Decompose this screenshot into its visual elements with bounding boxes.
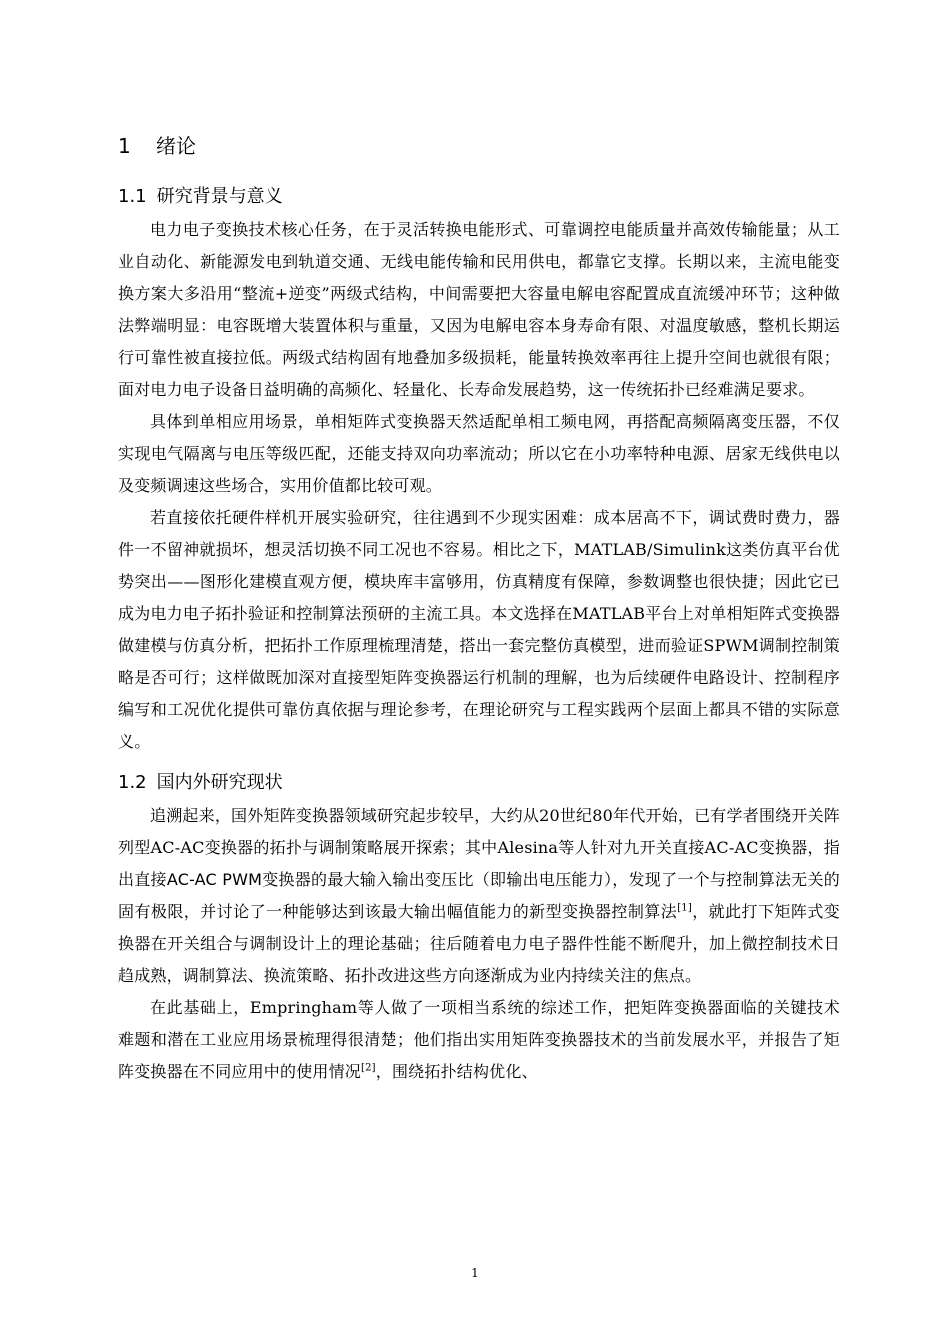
quoted-text: 实用矩阵变换器技术的当前发展水平，并报告了矩阵变换器在不同应用中的使用情况 (118, 1030, 840, 1081)
section-number: 1.1 (118, 186, 147, 207)
text-run: ，围绕拓扑结构优化、 (375, 1062, 538, 1081)
text-run: 在此基础上，Empringham等人做了一项相当系统的综述工作，把矩阵变换器面临的关键技术难题和潜在工业应用场景梳理得很清楚；他们指出 (118, 998, 840, 1049)
paragraph-background-3: 若直接依托硬件样机开展实验研究，往往遇到不少现实困难：成本居高不下，调试费时费力，器件一不留神就损坏，想灵活切换不同工况也不容易。相比之下，MATLAB/Simulink这类仿真平台优势突出——图形化建模直观方便，模块库丰富够用，仿真精度有保障，参数调整也很快捷；因此它已成为电力电子拓扑验证和控制算法预研的主流工具。本文选择在MATLAB平台上对单相矩阵式变换器做建模与仿真分析，把拓扑工作原理梳理清楚，搭出一套完整仿真模型，进而验证SPWM调制控制策略是否可行；这样做既加深对直接型矩阵变换器运行机制的理解，也为后续硬件电路设计、控制程序编写和工况优化提供可靠仿真依据与理论参考，在理论研究与工程实践两个层面上都具不错的实际意义。 (118, 508, 840, 751)
section-number: 1.2 (118, 772, 147, 793)
paragraph-research-1 (118, 800, 840, 992)
quoted-text: 直接AC-AC PWM变换器的最大输入输出变压比（即输出电压能力），发现了一个与控制算法无关的固有极限，并讨论了一种能够达到该最大输出幅值能力的新型变换器控制算法 (118, 870, 840, 921)
section-heading-1-2 (118, 766, 840, 800)
paragraph-research-2 (118, 992, 840, 1088)
section-heading-1-1 (118, 180, 840, 214)
page-number: 1 (471, 1266, 479, 1280)
text-run: 追溯起来，国外矩阵变换器领域研究起步较早，大约从20世纪80年代开始，已有学者围绕开关阵列型AC-AC变换器的拓扑与调制策略展开探索；其中Alesina等人针对九开关直接AC-AC变换器，指出 (118, 806, 840, 889)
chapter-heading (118, 128, 840, 164)
section-title: 国内外研究现状 (156, 772, 283, 793)
paragraph-background-2: 具体到单相应用场景，单相矩阵式变换器天然适配单相工频电网，再搭配高频隔离变压器，不仅实现电气隔离与电压等级匹配，还能支持双向功率流动；所以它在小功率特种电源、居家无线供电以及变频调速这些场合，实用价值都比较可观。 (118, 412, 840, 495)
citation-ref[interactable]: [1] (677, 902, 692, 914)
paragraph-background-1: 电力电子变换技术核心任务，在于灵活转换电能形式、可靠调控电能质量并高效传输能量；从工业自动化、新能源发电到轨道交通、无线电能传输和民用供电，都靠它支撑。长期以来，主流电能变换方案大多沿用“整流+逆变”两级式结构，中间需要把大容量电解电容配置成直流缓冲环节；这种做法弊端明显：电容既增大装置体积与重量，又因为电解电容本身寿命有限、对温度敏感，整机长期运行可靠性被直接拉低。两级式结构固有地叠加多级损耗，能量转换效率再往上提升空间也就很有限；面对电力电子设备日益明确的高频化、轻量化、长寿命发展趋势，这一传统拓扑已经难满足要求。 (118, 220, 840, 399)
citation-ref[interactable]: [2] (361, 1062, 376, 1074)
chapter-title: 绪论 (156, 134, 196, 158)
section-title: 研究背景与意义 (156, 186, 283, 207)
chapter-number: 1 (118, 134, 131, 158)
text-run: ，就此打下矩阵式变换器在开关组合与调制设计上的理论基础；往后随着电力电子器件性能不断爬升，加上微控制技术日趋成熟，调制算法、换流策略、拓扑改进这些方向逐渐成为业内持续关注的焦点。 (118, 902, 840, 985)
page-content (118, 128, 840, 1088)
